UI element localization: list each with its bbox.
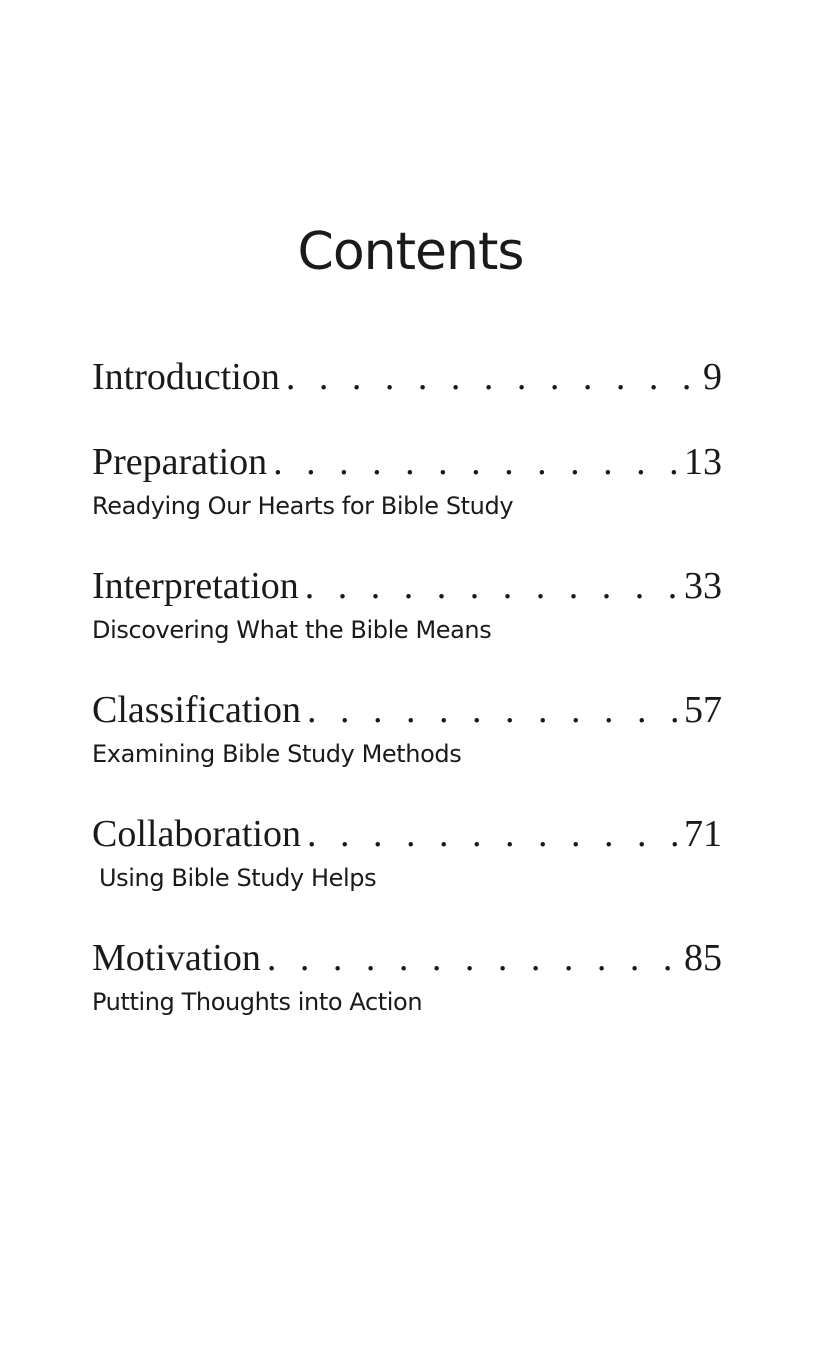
toc-page-number: 85 xyxy=(684,937,722,979)
toc-entry-subtitle: Examining Bible Study Methods xyxy=(92,740,462,768)
toc-line xyxy=(92,352,722,402)
toc-entry-title: Classification xyxy=(92,689,301,731)
dot-leader xyxy=(261,933,684,983)
toc-entry-title: Introduction xyxy=(92,356,280,398)
toc-page-number: 13 xyxy=(684,441,722,483)
dot-leader xyxy=(299,561,684,611)
toc-entry-title: Interpretation xyxy=(92,565,299,607)
toc-page-number: 57 xyxy=(684,689,722,731)
toc-entry-subtitle: Using Bible Study Helps xyxy=(99,864,377,892)
toc-entry-collaboration xyxy=(92,809,722,893)
toc-page-number: 9 xyxy=(703,356,722,398)
toc-entry-motivation xyxy=(92,933,722,1017)
toc-page-number: 71 xyxy=(684,813,722,855)
table-of-contents xyxy=(92,352,722,1016)
toc-line xyxy=(92,809,722,859)
page-title: Contents xyxy=(297,222,524,282)
toc-line xyxy=(92,933,722,983)
toc-line xyxy=(92,685,722,735)
toc-entry-preparation xyxy=(92,437,722,521)
dot-leader xyxy=(280,352,703,402)
toc-entry-introduction xyxy=(92,352,722,402)
toc-line xyxy=(92,561,722,611)
toc-entry-title: Preparation xyxy=(92,441,268,483)
toc-entry-title: Collaboration xyxy=(92,813,301,855)
toc-entry-subtitle: Discovering What the Bible Means xyxy=(92,616,492,644)
toc-entry-interpretation xyxy=(92,561,722,645)
toc-entry-title: Motivation xyxy=(92,937,261,979)
toc-entry-subtitle: Readying Our Hearts for Bible Study xyxy=(92,492,514,520)
toc-entry-subtitle: Putting Thoughts into Action xyxy=(92,988,423,1016)
dot-leader xyxy=(301,685,684,735)
dot-leader xyxy=(301,809,684,859)
toc-line xyxy=(92,437,722,487)
dot-leader xyxy=(267,437,684,487)
toc-entry-classification xyxy=(92,685,722,769)
toc-page-number: 33 xyxy=(684,565,722,607)
